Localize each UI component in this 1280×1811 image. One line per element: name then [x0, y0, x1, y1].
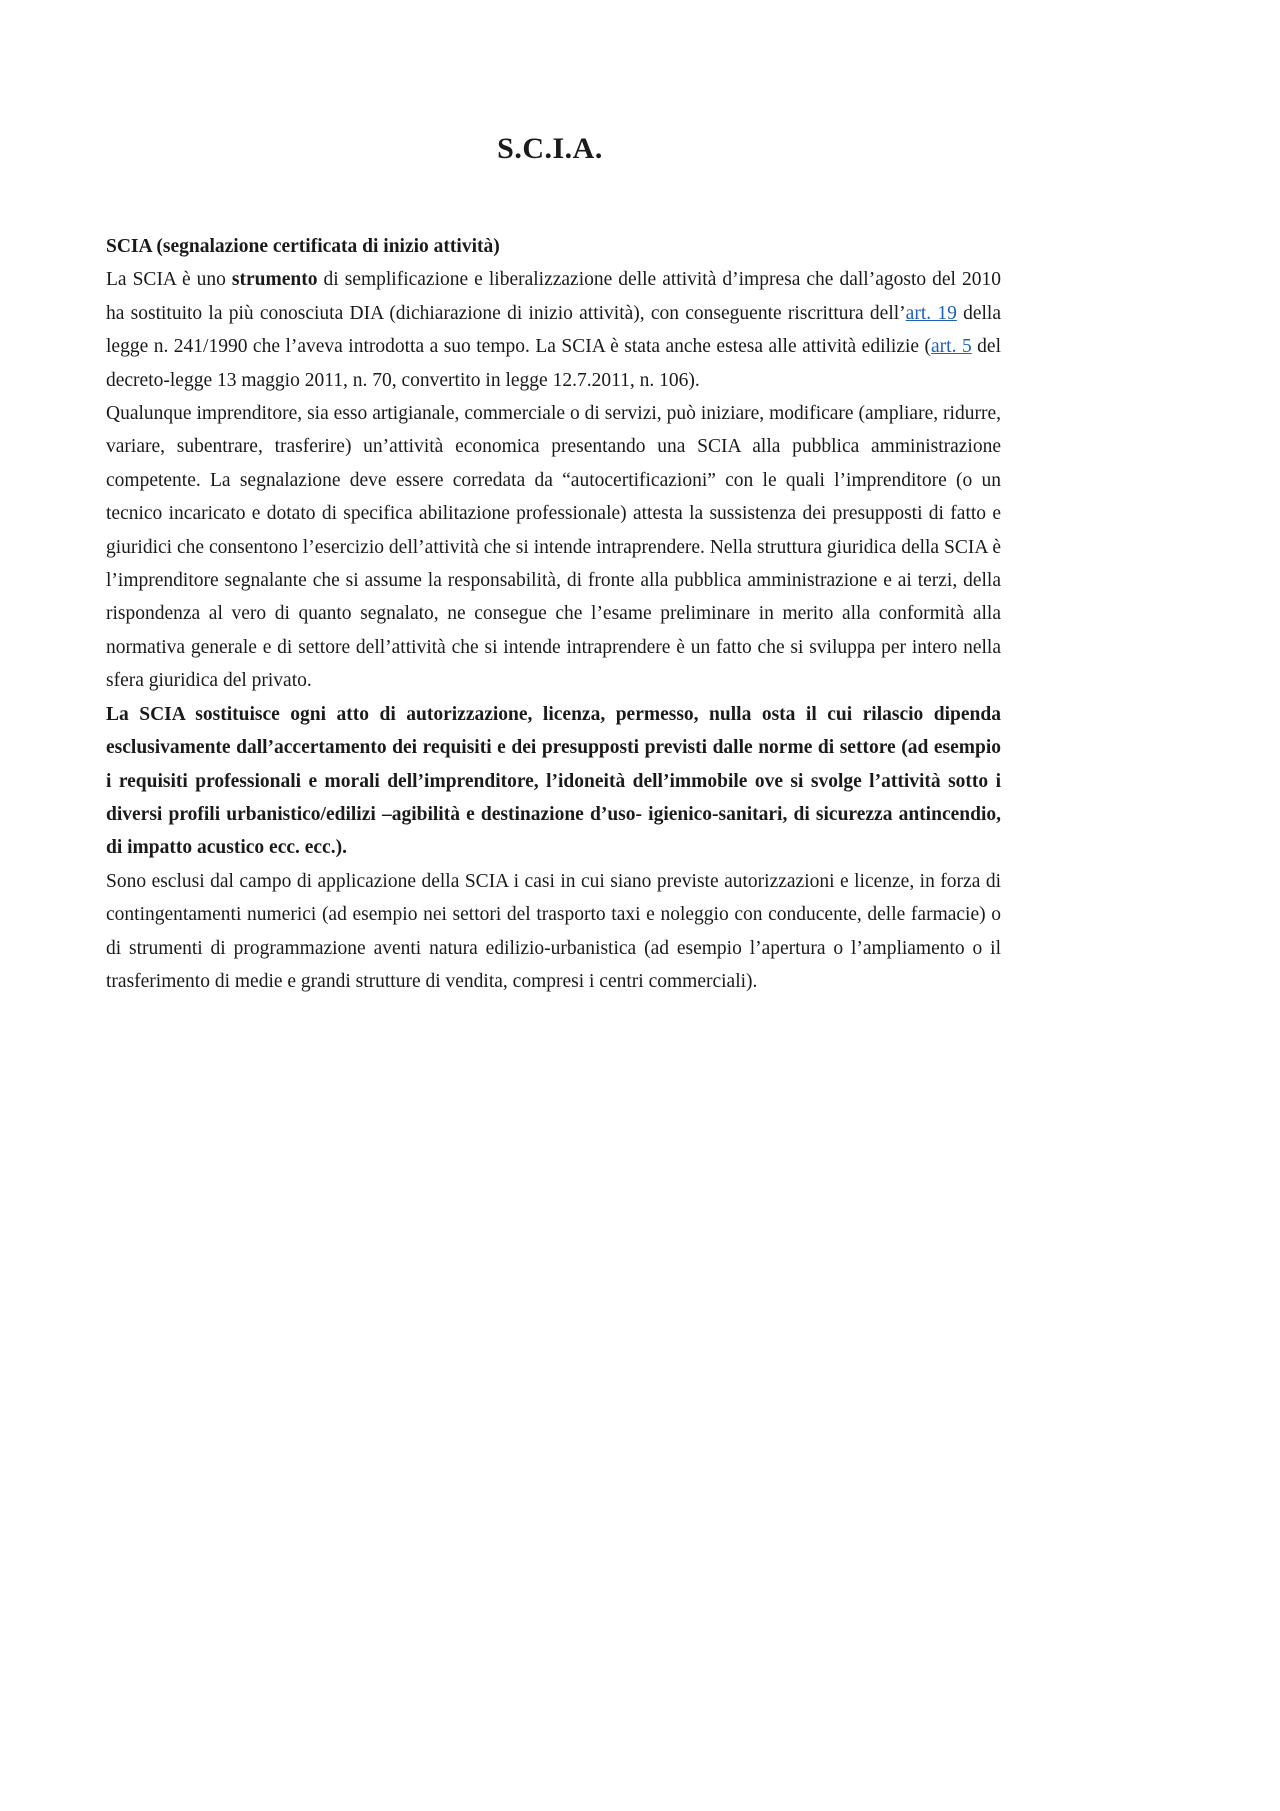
paragraph-intro-text-3: della legge n. 241/1990 che l’aveva introdotta a suo tempo. La SCIA è stata anche estesa alle attività edilizie (	[106, 302, 1001, 358]
document-title: S.C.I.A.	[497, 132, 603, 165]
paragraph-intro-text-4: del decreto-legge 13 maggio 2011, n. 70, convertito in legge 12.7.2011, n. 106).	[106, 336, 1001, 391]
paragraph-sostituisce: La SCIA sostituisce ogni atto di autorizzazione, licenza, permesso, nulla osta il cui rilascio dipenda esclusivamente dall’accertamento dei requisiti e dei presupposti previsti dalle norme di settore (ad esempio i requisiti professionali e morali dell’imprenditore, l’idoneità dell’immobile ove si svolge l’attività sotto i diversi profili urbanistico/edilizi –agibilità e destinazione d’uso- igienico-sanitari, di sicurezza antincendio, di impatto acustico ecc. ecc.).	[106, 703, 1001, 859]
paragraph-intro-text-1: La SCIA è uno	[106, 269, 232, 291]
link-art-5[interactable]: art. 5	[931, 336, 972, 358]
paragraph-intro	[106, 263, 1001, 397]
section-heading: SCIA (segnalazione certificata di inizio attività)	[106, 236, 500, 257]
paragraph-intro-bold: strumento	[231, 269, 318, 291]
paragraph-imprenditore: Qualunque imprenditore, sia esso artigianale, commerciale o di servizi, può iniziare, modificare (ampliare, ridurre, variare, subentrare, trasferire) un’attività economica presentando una SCIA alla pubblica amministrazione competente. La segnalazione deve essere corredata da “autocertificazioni” con le quali l’imprenditore (o un tecnico incaricato e dotato di specifica abilitazione professionale) attesta la sussistenza dei presupposti di fatto e giuridici che consentono l’esercizio dell’attività che si intende intraprendere. Nella struttura giuridica della SCIA è l’imprenditore segnalante che si assume la responsabilità, di fronte alla pubblica amministrazione e ai terzi, della rispondenza al vero di quanto segnalato, ne consegue che l’esame preliminare in merito alla conformità alla normativa generale e di settore dell’attività che si intende intraprendere è un fatto che si sviluppa per intero nella sfera giuridica del privato.	[106, 403, 1001, 692]
paragraph-intro-text-2: di semplificazione e liberalizzazione delle attività d’impresa che dall’agosto del 2010 ha sostituito la più conosciuta DIA (dichiarazione di inizio attività), con conseguente riscrittura dell’	[106, 269, 1001, 324]
paragraph-esclusi: Sono esclusi dal campo di applicazione della SCIA i casi in cui siano previste autorizzazioni e licenze, in forza di contingentamenti numerici (ad esempio nei settori del trasporto taxi e noleggio con conducente, delle farmacie) o di strumenti di programmazione aventi natura edilizio-urbanistica (ad esempio l’apertura o l’ampliamento o il trasferimento di medie e grandi strutture di vendita, compresi i centri commerciali).	[106, 870, 1001, 992]
document-body	[106, 230, 1001, 998]
link-art-19[interactable]: art. 19	[905, 302, 957, 324]
